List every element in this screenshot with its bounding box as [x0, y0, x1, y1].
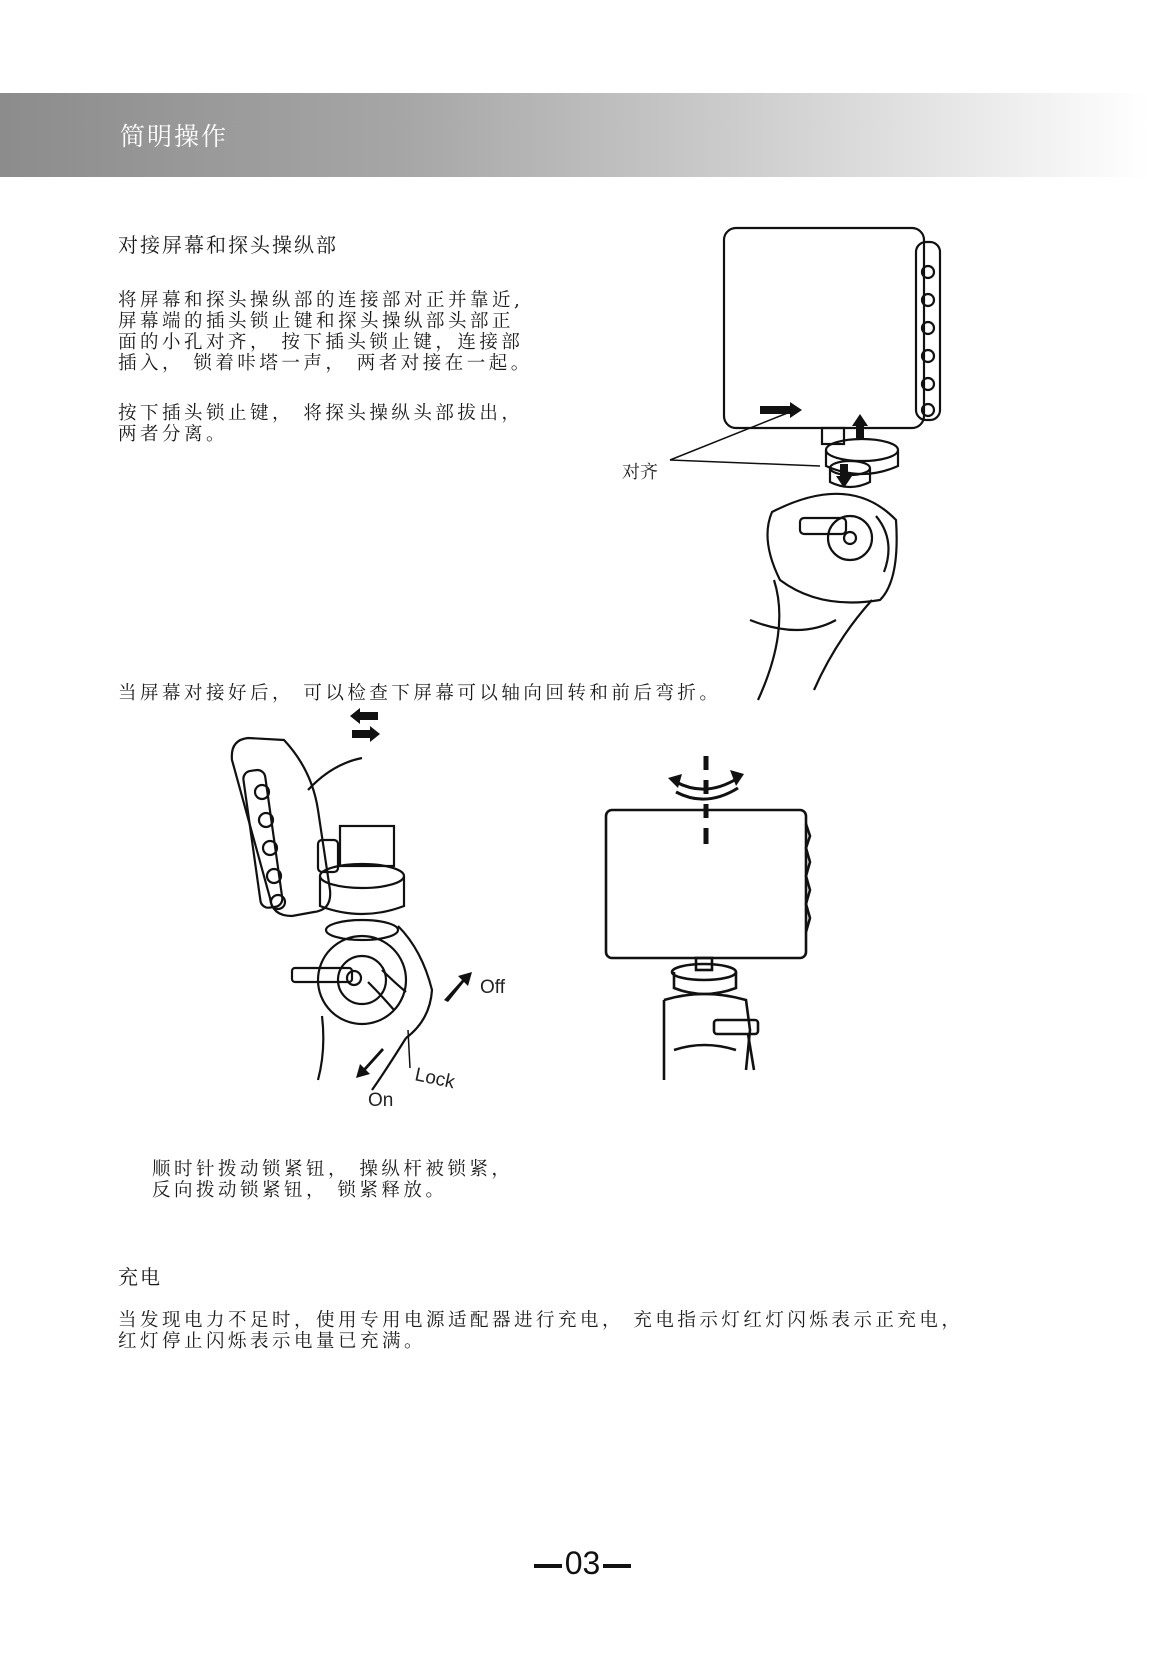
dock-paragraph-1-line: 屏幕端的插头锁止键和探头操纵部头部正 [118, 311, 515, 332]
rotate-arc [308, 758, 362, 790]
screen-body [724, 228, 924, 428]
section-banner [0, 93, 1148, 177]
connector-ring [826, 439, 898, 461]
probe-handle-head [768, 494, 897, 603]
dock-paragraph-2 [118, 403, 523, 445]
lock-caption-line: 顺时针拨动锁紧钮， 操纵杆被锁紧， [152, 1159, 514, 1180]
dock-paragraph-1 [118, 290, 533, 374]
dock-paragraph-2-line: 按下插头锁止键， 将探头操纵头部拔出， [118, 403, 524, 424]
up-arrow-icon [852, 414, 868, 438]
page-number [0, 1545, 1165, 1582]
charge-paragraph-line: 红灯停止闪烁表示电量已充满。 [118, 1331, 427, 1352]
lock-caption-line: 反向拨动锁紧钮， 锁紧释放。 [152, 1180, 448, 1201]
rotation-note-line: 当屏幕对接好后， 可以检查下屏幕可以轴向回转和前后弯折。 [118, 683, 722, 704]
charge-paragraph-line: 当发现电力不足时，使用专用电源适配器进行充电， 充电指示灯红灯闪烁表示正充电， [118, 1310, 964, 1331]
screen-button-panel [916, 242, 940, 420]
rotation-illustration [596, 750, 816, 1090]
off-arrow-icon [444, 972, 472, 1002]
charge-heading: 充电 [118, 1265, 162, 1289]
on-arrow-icon [356, 1048, 384, 1078]
charge-paragraph [118, 1310, 963, 1352]
probe-shaft [758, 580, 779, 700]
lock-lever [292, 968, 352, 982]
docking-illustration [622, 220, 960, 700]
right-arrow-icon [352, 726, 380, 742]
dock-paragraph-2-line: 两者分离。 [118, 424, 229, 445]
tilted-screen-buttons [242, 769, 283, 909]
lock-label: Lock [412, 1064, 457, 1094]
rotation-note [118, 683, 721, 704]
dock-paragraph-1-line: 插入， 锁着咔塔一声， 两者对接在一起。 [118, 353, 533, 374]
banner-title: 简明操作 [120, 122, 229, 151]
lock-caption [152, 1159, 513, 1201]
align-label: 对齐 [622, 462, 658, 483]
on-label: On [368, 1090, 394, 1111]
page-number-dash [534, 1564, 562, 1568]
page-number-value: 03 [564, 1545, 601, 1581]
rotate-arrow-icon [668, 774, 682, 788]
probe-shaft [318, 1016, 323, 1080]
dock-heading: 对接屏幕和探头操纵部 [118, 233, 338, 257]
left-arrow-icon [350, 708, 378, 724]
dock-paragraph-1-line: 面的小孔对齐， 按下插头锁止键，连接部 [118, 332, 524, 353]
dock-paragraph-1-line: 将屏幕和探头操纵部的连接部对正并靠近, [118, 290, 524, 311]
lock-illustration [222, 730, 512, 1130]
off-label: Off [480, 977, 505, 998]
rotate-arrow-icon [730, 770, 744, 786]
page-number-dash [603, 1564, 631, 1568]
